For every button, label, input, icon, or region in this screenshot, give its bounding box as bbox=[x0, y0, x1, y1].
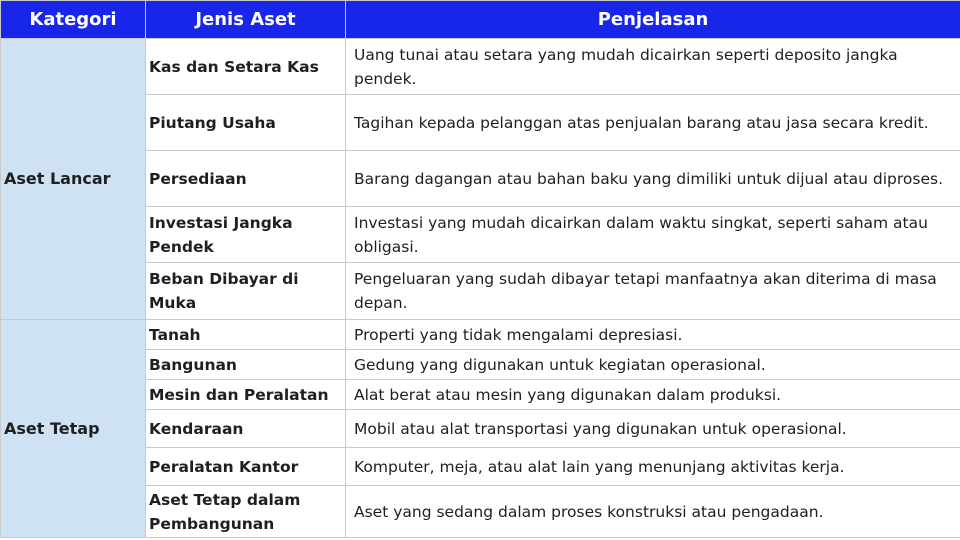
asset-type-cell: Mesin dan Peralatan bbox=[146, 380, 346, 410]
asset-type-cell: Beban Dibayar di Muka bbox=[146, 263, 346, 320]
table-row bbox=[1, 320, 960, 350]
asset-type-cell: Aset Tetap dalam Pembangunan bbox=[146, 486, 346, 538]
description-cell: Aset yang sedang dalam proses konstruksi atau pengadaan. bbox=[346, 486, 960, 538]
asset-type-cell: Kendaraan bbox=[146, 410, 346, 448]
description-cell: Tagihan kepada pelanggan atas penjualan barang atau jasa secara kredit. bbox=[346, 95, 960, 151]
description-cell: Komputer, meja, atau alat lain yang menunjang aktivitas kerja. bbox=[346, 448, 960, 486]
description-cell: Gedung yang digunakan untuk kegiatan operasional. bbox=[346, 350, 960, 380]
asset-type-cell: Tanah bbox=[146, 320, 346, 350]
table-row bbox=[1, 39, 960, 95]
asset-type-cell: Piutang Usaha bbox=[146, 95, 346, 151]
asset-type-cell: Peralatan Kantor bbox=[146, 448, 346, 486]
header-kategori: Kategori bbox=[1, 1, 146, 39]
category-cell-aset-tetap: Aset Tetap bbox=[1, 320, 146, 538]
category-cell-aset-lancar: Aset Lancar bbox=[1, 39, 146, 320]
description-cell: Mobil atau alat transportasi yang digunakan untuk operasional. bbox=[346, 410, 960, 448]
description-cell: Investasi yang mudah dicairkan dalam waktu singkat, seperti saham atau obligasi. bbox=[346, 207, 960, 263]
asset-type-cell: Bangunan bbox=[146, 350, 346, 380]
description-cell: Uang tunai atau setara yang mudah dicairkan seperti deposito jangka pendek. bbox=[346, 39, 960, 95]
description-cell: Properti yang tidak mengalami depresiasi. bbox=[346, 320, 960, 350]
asset-type-cell: Kas dan Setara Kas bbox=[146, 39, 346, 95]
asset-type-cell: Investasi Jangka Pendek bbox=[146, 207, 346, 263]
header-penjelasan: Penjelasan bbox=[346, 1, 960, 39]
header-row bbox=[1, 1, 960, 39]
asset-type-cell: Persediaan bbox=[146, 151, 346, 207]
description-cell: Alat berat atau mesin yang digunakan dalam produksi. bbox=[346, 380, 960, 410]
description-cell: Barang dagangan atau bahan baku yang dimiliki untuk dijual atau diproses. bbox=[346, 151, 960, 207]
description-cell: Pengeluaran yang sudah dibayar tetapi manfaatnya akan diterima di masa depan. bbox=[346, 263, 960, 320]
header-jenis-aset: Jenis Aset bbox=[146, 1, 346, 39]
